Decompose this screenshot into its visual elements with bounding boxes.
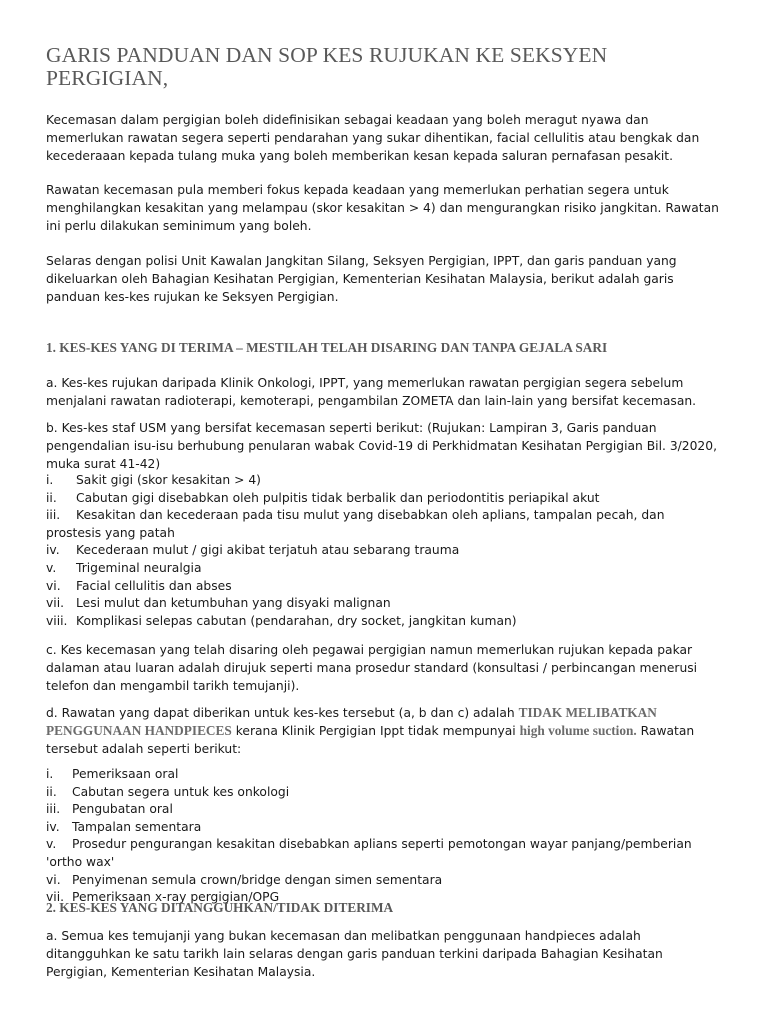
item-d-emphasis-suction: high volume suction. bbox=[519, 723, 637, 739]
section-2-item-a-text: a. Semua kes temujanji yang bukan kecemasan dan melibatkan penggunaan handpieces adalah ditangguhkan ke satu tarikh lain selaras dengan garis panduan terkini daripada Bahagian Kesihatan Pergigian, Kementerian Kesihatan Malaysia. bbox=[46, 929, 663, 980]
list-item-number: viii. bbox=[46, 613, 68, 628]
list-item-number: i. bbox=[46, 767, 54, 781]
item-d-list bbox=[46, 766, 722, 907]
document-title: GARIS PANDUAN DAN SOP KES RUJUKAN KE SEKSYEN PERGIGIAN, bbox=[46, 43, 608, 90]
list-item-text: Lesi mulut dan ketumbuhan yang disyaki malignan bbox=[76, 596, 391, 611]
section-1-heading-block bbox=[46, 339, 722, 357]
list-item bbox=[46, 766, 722, 784]
section-2-heading-block bbox=[46, 899, 722, 917]
section-2-heading: 2. KES-KES YANG DITANGGUHKAN/TIDAK DITERIMA bbox=[46, 900, 394, 915]
list-item-text: Pemeriksaan oral bbox=[72, 767, 179, 781]
list-item bbox=[46, 472, 722, 490]
list-item bbox=[46, 613, 722, 631]
list-item-text: Penyimenan semula crown/bridge dengan simen sementara bbox=[72, 872, 443, 887]
list-item-number: ii. bbox=[46, 784, 57, 799]
list-item-number: vii. bbox=[46, 596, 65, 611]
list-item bbox=[46, 490, 722, 508]
section-1-item-d bbox=[46, 704, 722, 759]
intro-paragraph-1 bbox=[46, 111, 722, 166]
item-b-text: b. Kes-kes staf USM yang bersifat kecemasan seperti berikut: (Rujukan: Lampiran 3, Garis panduan pengendalian isu-isu berhubung penularan wabak Covid-19 di Perkhidmatan Kesihatan Pergigian Bil. 3/2020, muka surat 41-42) bbox=[46, 421, 717, 472]
item-d-post: Rawatan tersebut adalah seperti berikut: bbox=[46, 724, 695, 757]
section-1-item-c bbox=[46, 641, 722, 696]
list-item-text: Pemeriksaan x-ray pergigian/OPG bbox=[72, 890, 280, 905]
item-d-text bbox=[46, 704, 722, 759]
list-item bbox=[46, 836, 722, 871]
intro-text-2: Rawatan kecemasan pula memberi fokus kepada keadaan yang memerlukan perhatian segera untuk menghilangkan kesakitan yang melampau (skor kesakitan > 4) dan mengurangkan risiko jangkitan. Rawatan ini perlu dilakukan seminimum yang boleh. bbox=[46, 183, 719, 234]
emergency-cases-list bbox=[46, 472, 722, 630]
list-item-text: Cabutan segera untuk kes onkologi bbox=[72, 784, 290, 799]
list-item bbox=[46, 578, 722, 596]
list-item-text: Cabutan gigi disebabkan oleh pulpitis tidak berbalik dan periodontitis periapikal akut bbox=[76, 490, 600, 505]
treatments-list bbox=[46, 766, 722, 907]
list-item bbox=[46, 507, 722, 542]
list-item-text: Kecederaan mulut / gigi akibat terjatuh atau sebarang trauma bbox=[76, 543, 460, 558]
item-b-list bbox=[46, 472, 722, 630]
section-1-heading: 1. KES-KES YANG DI TERIMA – MESTILAH TELAH DISARING DAN TANPA GEJALA SARI bbox=[46, 340, 608, 355]
intro-text-3: Selaras dengan polisi Unit Kawalan Jangkitan Silang, Seksyen Pergigian, IPPT, dan garis panduan yang dikeluarkan oleh Bahagian Kesihatan Pergigian, Kementerian Kesihatan Malaysia, berikut adalah garis panduan kes-kes rujukan ke Seksyen Pergigian. bbox=[46, 254, 677, 305]
list-item-number: iii. bbox=[46, 508, 61, 523]
list-item-text: Trigeminal neuralgia bbox=[76, 560, 202, 575]
item-a-text: a. Kes-kes rujukan daripada Klinik Onkologi, IPPT, yang memerlukan rawatan pergigian segera sebelum menjalani rawatan radioterapi, kemoterapi, pengambilan ZOMETA dan lain-lain yang bersifat kecemasan. bbox=[46, 376, 697, 409]
item-c-text: c. Kes kecemasan yang telah disaring oleh pegawai pergigian namun memerlukan rujukan kepada pakar dalaman atau luaran adalah dirujuk seperti mana prosedur standard (konsultasi / perbincangan menerusi telefon dan mengambil tarikh temujanji). bbox=[46, 643, 698, 694]
item-d-emphasis-handpieces: TIDAK MELIBATKAN PENGGUNAAN HANDPIECES bbox=[46, 705, 657, 739]
list-item bbox=[46, 872, 722, 890]
list-item-number: v. bbox=[46, 560, 57, 575]
section-2-item-a bbox=[46, 927, 722, 982]
list-item bbox=[46, 542, 722, 560]
list-item-text: Pengubatan oral bbox=[72, 802, 173, 817]
item-d-pre: d. Rawatan yang dapat diberikan untuk kes-kes tersebut (a, b dan c) adalah bbox=[46, 706, 519, 720]
list-item-number: ii. bbox=[46, 490, 57, 505]
list-item-number: iv. bbox=[46, 819, 60, 834]
item-d-mid: kerana Klinik Pergigian Ippt tidak mempunyai bbox=[231, 724, 520, 739]
list-item bbox=[46, 560, 722, 578]
list-item-text: Kesakitan dan kecederaan pada tisu mulut yang disebabkan oleh aplians, tampalan pecah, dan prostesis yang patah bbox=[46, 508, 665, 540]
list-item-number: vi. bbox=[46, 578, 61, 593]
list-item-text: Prosedur pengurangan kesakitan disebabkan aplians seperti pemotongan wayar panjang/pemberian 'ortho wax' bbox=[46, 837, 692, 869]
list-item-text: Tampalan sementara bbox=[72, 819, 202, 834]
section-1-item-a bbox=[46, 374, 722, 410]
list-item-number: vi. bbox=[46, 872, 61, 887]
list-item bbox=[46, 784, 722, 802]
list-item-text: Komplikasi selepas cabutan (pendarahan, dry socket, jangkitan kuman) bbox=[76, 613, 517, 628]
intro-text-1: Kecemasan dalam pergigian boleh didefinisikan sebagai keadaan yang boleh meragut nyawa dan memerlukan rawatan segera seperti pendarahan yang sukar dihentikan, facial cellulitis atau bengkak dan kecederaaan kepada tulang muka yang boleh memberikan kesan kepada saluran pernafasan pesakit. bbox=[46, 113, 700, 164]
list-item-text: Sakit gigi (skor kesakitan > 4) bbox=[76, 473, 261, 487]
intro-paragraph-3 bbox=[46, 252, 722, 307]
list-item-number: vii. bbox=[46, 890, 65, 905]
list-item bbox=[46, 801, 722, 819]
list-item-number: i. bbox=[46, 473, 54, 487]
list-item-text: Facial cellulitis dan abses bbox=[76, 578, 232, 593]
list-item-number: iv. bbox=[46, 543, 60, 558]
intro-paragraph-2 bbox=[46, 181, 722, 236]
list-item bbox=[46, 595, 722, 613]
list-item bbox=[46, 819, 722, 837]
section-1-item-b bbox=[46, 419, 722, 474]
list-item-number: v. bbox=[46, 837, 57, 852]
list-item-number: iii. bbox=[46, 802, 61, 817]
